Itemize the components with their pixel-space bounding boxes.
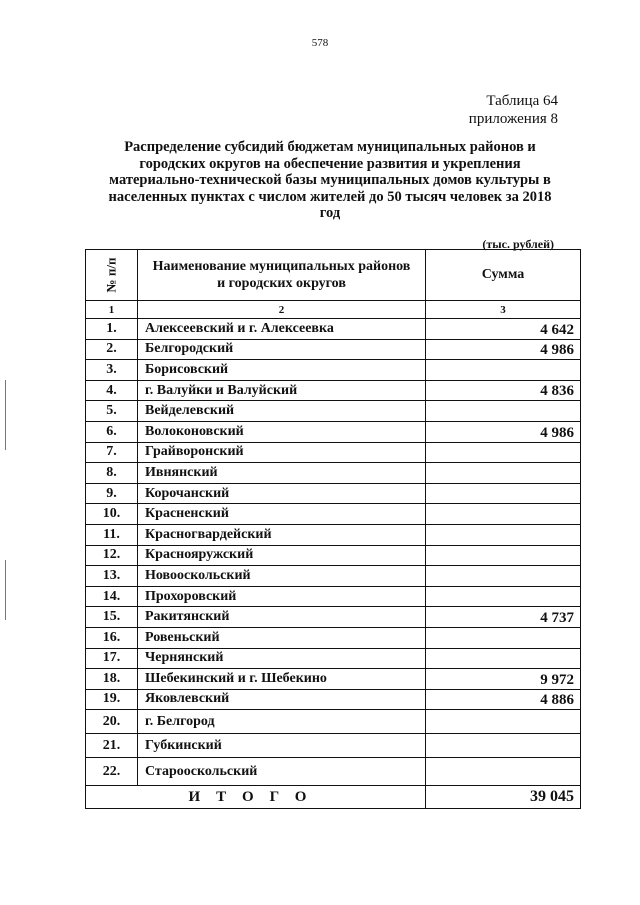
subsidy-amount: 4 886: [426, 689, 581, 710]
table-row: [86, 710, 581, 734]
subsidy-amount: [426, 648, 581, 669]
column-index-row: [86, 301, 581, 319]
table-row: [86, 360, 581, 381]
row-number: 6.: [86, 421, 138, 442]
subsidy-amount: [426, 524, 581, 545]
table-row: [86, 504, 581, 525]
district-name: Ракитянский: [138, 607, 426, 628]
subsidy-amount: [426, 758, 581, 786]
district-name: Старооскольский: [138, 758, 426, 786]
district-name: Волоконовский: [138, 421, 426, 442]
district-name: Шебекинский и г. Шебекино: [138, 669, 426, 690]
table-row: [86, 689, 581, 710]
table-row: [86, 734, 581, 758]
title-line-5: год: [319, 205, 341, 221]
table-row: [86, 648, 581, 669]
table-row: [86, 524, 581, 545]
row-number: 3.: [86, 360, 138, 381]
header-name: [138, 250, 426, 301]
row-number: 1.: [86, 319, 138, 340]
subsidy-amount: 4 986: [426, 421, 581, 442]
row-number: 11.: [86, 524, 138, 545]
table-header-row: [86, 250, 581, 301]
table-row: [86, 319, 581, 340]
scan-edge-mark: [5, 380, 6, 450]
district-name: Краснояружский: [138, 545, 426, 566]
row-number: 19.: [86, 689, 138, 710]
table-row: [86, 339, 581, 360]
title-line-4: населенных пунктах с числом жителей до 50 тысяч человек за 2018: [108, 188, 552, 205]
caption-appendix: приложения 8: [468, 111, 558, 127]
district-name: г. Валуйки и Валуйский: [138, 380, 426, 401]
subsidy-amount: [426, 586, 581, 607]
district-name: Грайворонский: [138, 442, 426, 463]
subsidy-amount: 9 972: [426, 669, 581, 690]
district-name: Корочанский: [138, 483, 426, 504]
header-name-line-1: Наименование муниципальных районов: [152, 259, 411, 274]
subsidy-amount: [426, 504, 581, 525]
table-row: [86, 401, 581, 422]
row-number: 4.: [86, 380, 138, 401]
total-amount: 39 045: [426, 786, 581, 809]
caption-table-number: Таблица 64: [486, 93, 558, 109]
table-row: [86, 380, 581, 401]
table-row: [86, 627, 581, 648]
subsidy-amount: [426, 545, 581, 566]
subsidy-amount: [426, 463, 581, 484]
table-row: [86, 442, 581, 463]
header-sum: Сумма: [426, 250, 581, 301]
district-name: Белгородский: [138, 339, 426, 360]
title-line-3: материально-технической базы муниципальных домов культуры в: [109, 172, 551, 188]
subsidy-amount: 4 986: [426, 339, 581, 360]
row-number: 12.: [86, 545, 138, 566]
subsidy-amount: [426, 401, 581, 422]
subsidy-amount: [426, 442, 581, 463]
table-row: [86, 586, 581, 607]
row-number: 21.: [86, 734, 138, 758]
district-name: Ровеньский: [138, 627, 426, 648]
subsidy-amount: 4 737: [426, 607, 581, 628]
row-number: 10.: [86, 504, 138, 525]
subsidy-amount: [426, 734, 581, 758]
subsidy-amount: [426, 710, 581, 734]
subsidy-amount: [426, 360, 581, 381]
total-row: [86, 786, 581, 809]
row-number: 7.: [86, 442, 138, 463]
units-label: (тыс. рублей): [482, 237, 554, 251]
row-number: 20.: [86, 710, 138, 734]
row-number: 18.: [86, 669, 138, 690]
row-number: 22.: [86, 758, 138, 786]
table-row: [86, 566, 581, 587]
header-number-label: № п/п: [103, 257, 119, 292]
row-number: 17.: [86, 648, 138, 669]
subsidy-table: [85, 249, 581, 809]
district-name: Яковлевский: [138, 689, 426, 710]
title-line-1: Распределение субсидий бюджетам муниципальных районов и: [124, 139, 536, 155]
row-number: 9.: [86, 483, 138, 504]
subsidy-amount: [426, 566, 581, 587]
district-name: Чернянский: [138, 648, 426, 669]
district-name: Алексеевский и г. Алексеевка: [138, 319, 426, 340]
column-index-1: 1: [86, 301, 138, 319]
district-name: Красненский: [138, 504, 426, 525]
row-number: 15.: [86, 607, 138, 628]
district-name: Прохоровский: [138, 586, 426, 607]
row-number: 8.: [86, 463, 138, 484]
column-index-2: 2: [138, 301, 426, 319]
table-caption: [469, 92, 558, 128]
row-number: 14.: [86, 586, 138, 607]
table-row: [86, 545, 581, 566]
title-line-2: городских округов на обеспечение развития и укрепления: [139, 155, 521, 172]
district-name: Красногвардейский: [138, 524, 426, 545]
subsidy-amount: 4 836: [426, 380, 581, 401]
district-name: Новооскольский: [138, 566, 426, 587]
district-name: Вейделевский: [138, 401, 426, 422]
district-name: Губкинский: [138, 734, 426, 758]
subsidy-amount: [426, 483, 581, 504]
page-number: 578: [311, 37, 329, 49]
table-row: [86, 669, 581, 690]
header-number: [86, 250, 138, 301]
row-number: 5.: [86, 401, 138, 422]
table-row: [86, 758, 581, 786]
district-name: Борисовский: [138, 360, 426, 381]
row-number: 2.: [86, 339, 138, 360]
district-name: г. Белгород: [138, 710, 426, 734]
scan-edge-mark: [5, 560, 6, 620]
header-name-line-2: и городских округов: [217, 276, 346, 291]
subsidy-amount: [426, 627, 581, 648]
total-label: ИТОГО: [86, 786, 426, 809]
table-row: [86, 483, 581, 504]
table-row: [86, 463, 581, 484]
subsidy-amount: 4 642: [426, 319, 581, 340]
row-number: 16.: [86, 627, 138, 648]
district-name: Ивнянский: [138, 463, 426, 484]
table-row: [86, 607, 581, 628]
table-row: [86, 421, 581, 442]
document-title: [100, 139, 560, 222]
row-number: 13.: [86, 566, 138, 587]
column-index-3: 3: [426, 301, 581, 319]
